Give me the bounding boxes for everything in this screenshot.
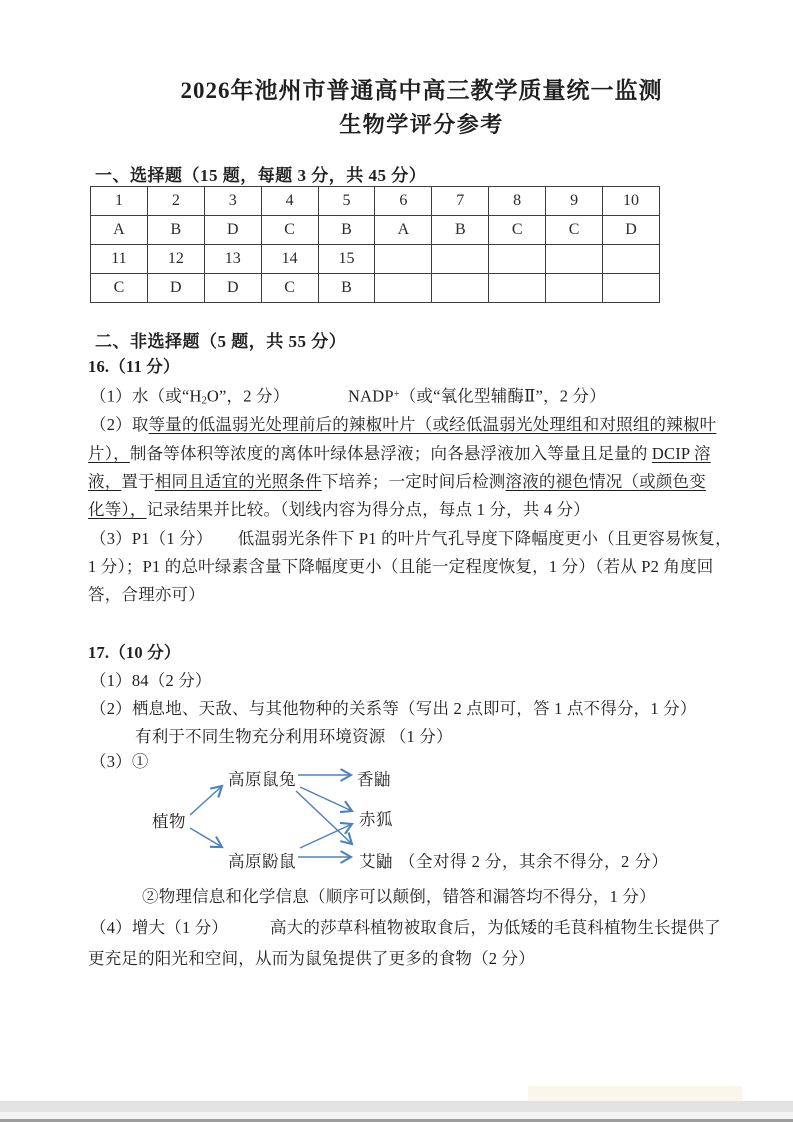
answer-table-cell: B <box>432 216 489 245</box>
answer-table-cell <box>489 245 546 274</box>
answer-table-cell: C <box>91 274 148 303</box>
answer-table-cell: 7 <box>432 187 489 216</box>
answer-table-cell: D <box>603 216 660 245</box>
answer-table-cell: 8 <box>489 187 546 216</box>
q17-answer-2-line-1: （2）栖息地、天敌、与其他物种的关系等（写出 2 点即可，答 1 点不得分，1 分） <box>90 699 697 718</box>
answer-table-cell: B <box>318 274 375 303</box>
answer-table-cell <box>375 245 432 274</box>
answer-table-cell: 2 <box>147 187 204 216</box>
food-web-node-pika: 高原鼠兔 <box>228 770 296 789</box>
answer-table-cell <box>489 274 546 303</box>
q17-answer-3-label: （3）① <box>90 752 149 771</box>
answer-table-row <box>91 274 660 303</box>
food-web-scoring-note: （全对得 2 分，其余不得分，2 分） <box>399 852 669 871</box>
answer-table-row <box>91 187 660 216</box>
answer-table-cell: 6 <box>375 187 432 216</box>
food-web-node-plant: 植物 <box>152 812 186 831</box>
q17-answer-2-line-2: 有利于不同生物充分利用环境资源 （1 分） <box>135 727 453 746</box>
answer-table-cell <box>546 245 603 274</box>
answer-table-cell <box>603 245 660 274</box>
answer-table-cell: 4 <box>261 187 318 216</box>
answer-table-cell: A <box>375 216 432 245</box>
q16-answer-3-line-2: 1 分）；P1 的总叶绿素含量下降幅度更小（且能一定程度恢复，1 分）（若从 P2 角度回 <box>88 557 714 576</box>
photo-artifact-gray-strip <box>0 1101 793 1112</box>
answer-table-cell: C <box>261 216 318 245</box>
q16-answer-2-line-3: 液，置于相同且适宜的光照条件下培养；一定时间后检测溶液的褪色情况（或颜色变 <box>88 472 706 491</box>
answer-table-cell: 9 <box>546 187 603 216</box>
q16-answer-3-line-1: （3）P1（1 分） 低温弱光条件下 P1 的叶片气孔导度下降幅度更小（且更容易恢复， <box>90 529 732 548</box>
q16-answer-2-line-1: （2）取等量的低温弱光处理前后的辣椒叶片（或经低温弱光处理组和对照组的辣椒叶 <box>90 415 717 434</box>
food-web-diagram <box>88 765 728 881</box>
answer-table-cell: 15 <box>318 245 375 274</box>
food-web-node-mountain-weasel: 香鼬 <box>357 770 391 789</box>
answer-table-cell: 11 <box>91 245 148 274</box>
answer-table-cell: D <box>204 274 261 303</box>
answer-table-cell: 1 <box>91 187 148 216</box>
answer-table-cell: 13 <box>204 245 261 274</box>
answer-table-cell: B <box>147 216 204 245</box>
answer-table-cell: B <box>318 216 375 245</box>
answer-table-cell: D <box>204 216 261 245</box>
answer-table-cell <box>432 245 489 274</box>
answer-table-cell <box>546 274 603 303</box>
answer-table-cell: D <box>147 274 204 303</box>
answer-table-body <box>91 187 660 303</box>
answer-table-cell: 10 <box>603 187 660 216</box>
question-17-heading: 17.（10 分） <box>88 643 181 662</box>
section-1-heading: 一、选择题（15 题，每题 3 分，共 45 分） <box>95 166 427 185</box>
answer-table-cell: C <box>546 216 603 245</box>
q16-answer-3-line-3: 答，合理亦可） <box>88 585 205 604</box>
answer-table-cell: 12 <box>147 245 204 274</box>
food-web-node-zokor: 高原鼢鼠 <box>228 852 296 871</box>
answer-table-cell: 5 <box>318 187 375 216</box>
q17-answer-4-line-1: （4）增大（1 分） 高大的莎草科植物被取食后，为低矮的毛茛科植物生长提供了 <box>90 918 721 937</box>
q17-answer-4-line-2: 更充足的阳光和空间，从而为鼠兔提供了更多的食物（2 分） <box>88 949 535 968</box>
q16-answer-2-line-2: 片），制备等体积等浓度的离体叶绿体悬浮液；向各悬浮液加入等量且足量的 DCIP 溶 <box>88 444 711 463</box>
question-16-heading: 16.（11 分） <box>88 357 180 376</box>
answer-table-cell: 3 <box>204 187 261 216</box>
answer-table-cell: A <box>91 216 148 245</box>
answer-table-row <box>91 216 660 245</box>
section-2-heading: 二、非选择题（5 题，共 55 分） <box>95 332 347 351</box>
q16-answer-1: （1）水（或“$H_2O$”，2 分） NADP+（或“氧化型辅酶Ⅱ”，2 分） <box>90 386 606 407</box>
food-web-node-red-fox: 赤狐 <box>359 810 393 829</box>
photo-artifact-light-strip <box>0 1112 793 1119</box>
page-subtitle: 生物学评分参考 <box>339 112 504 137</box>
q16-answer-2-line-4: 化等），记录结果并比较。（划线内容为得分点，每点 1 分，共 4 分） <box>88 500 591 519</box>
q17-answer-1: （1）84（2 分） <box>90 671 212 690</box>
answer-table-cell: C <box>489 216 546 245</box>
answer-table-cell <box>432 274 489 303</box>
food-web-node-steppe-polecat: 艾鼬 <box>359 852 393 871</box>
answer-table-cell <box>375 274 432 303</box>
q17-answer-3-sub-2: ②物理信息和化学信息（顺序可以颠倒，错答和漏答均不得分，1 分） <box>142 887 656 906</box>
answer-table-row <box>91 245 660 274</box>
answer-table-cell <box>603 274 660 303</box>
answer-table <box>90 186 660 303</box>
answer-table-cell: 14 <box>261 245 318 274</box>
answer-table-cell: C <box>261 274 318 303</box>
page-title: 2026年池州市普通高中高三教学质量统一监测 <box>180 78 663 103</box>
